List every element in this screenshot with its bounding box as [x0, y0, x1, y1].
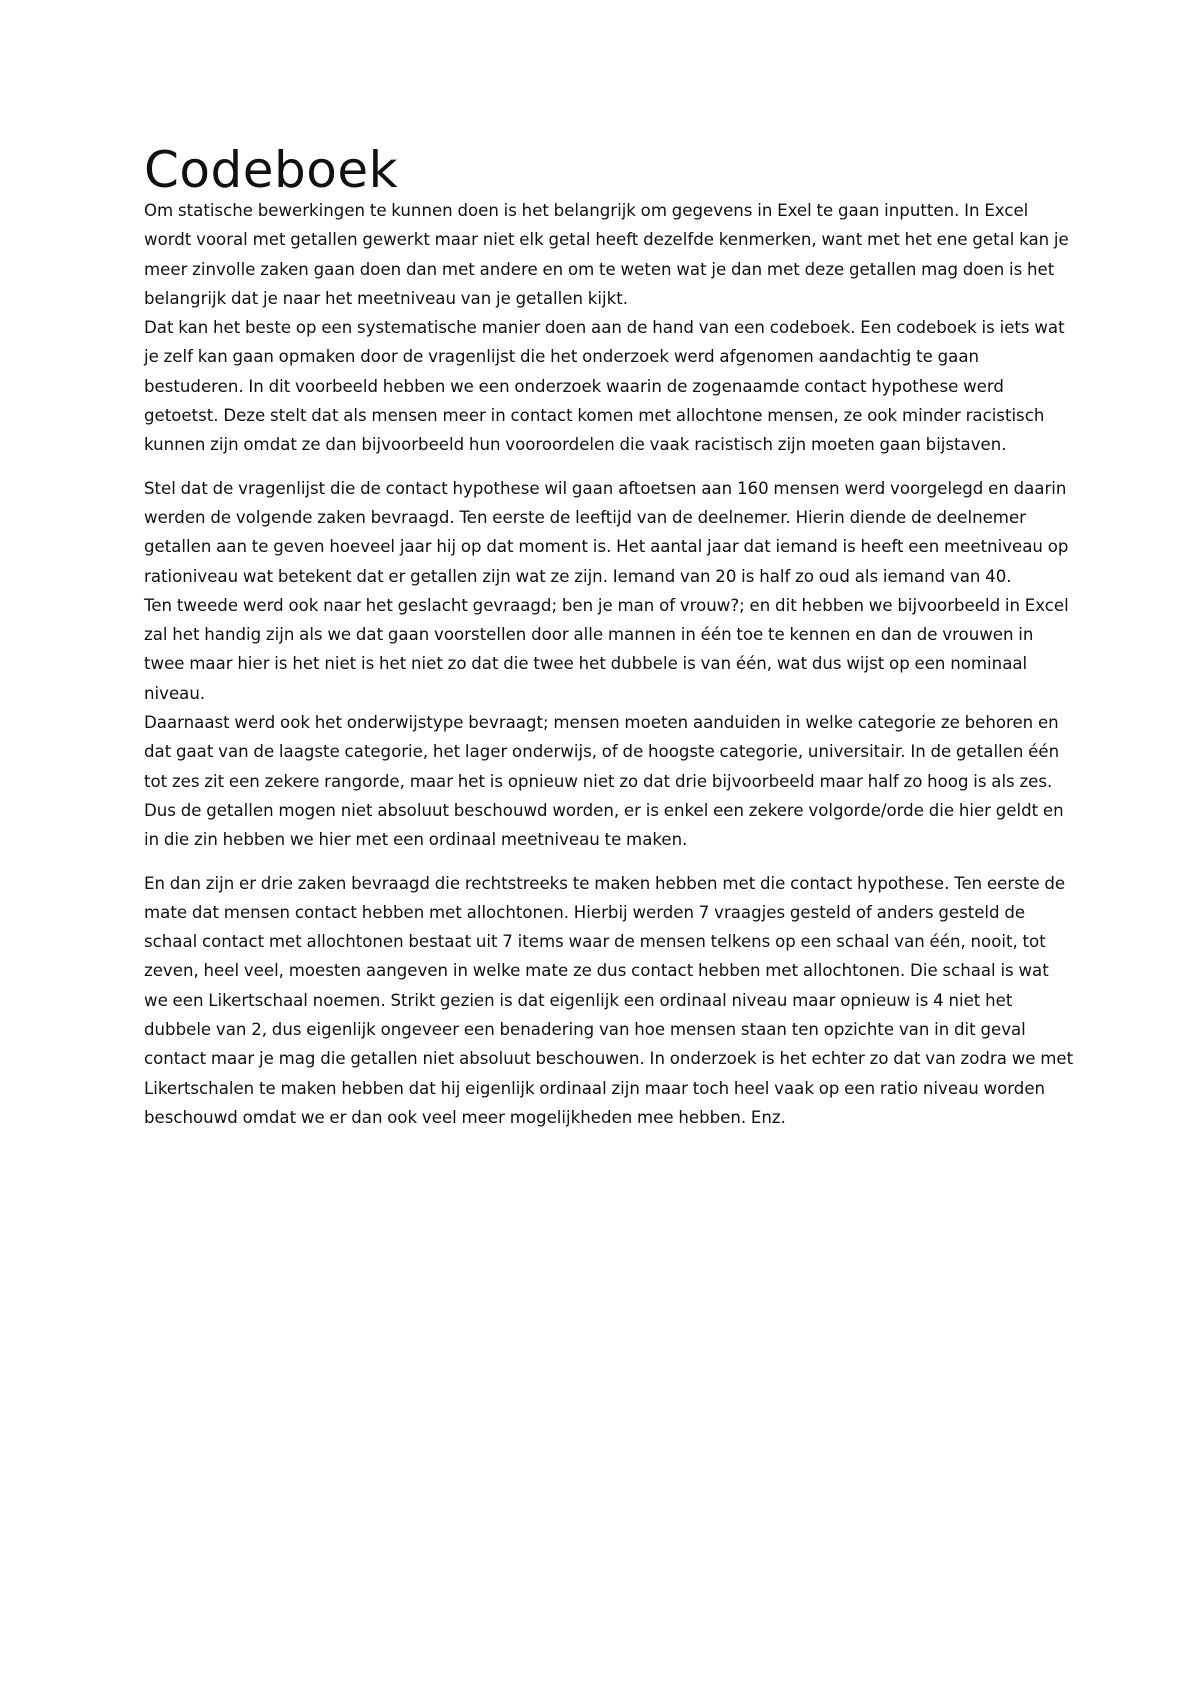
- paragraph-codeboek: Dat kan het beste op een systematische manier doen aan de hand van een codeboek. Een codeboek is iets wat je zelf kan gaan opmaken door de vragenlijst die het onderzoek werd afgenomen aandachtig te gaan bestuderen. In dit voorbeeld hebben we een onderzoek waarin de zogenaamde contact hypothese werd getoetst. Deze stelt dat als mensen meer in contact komen met allochtone mensen, ze ook minder racistisch kunnen zijn omdat ze dan bijvoorbeeld hun vooroordelen die vaak racistisch zijn moeten gaan bijstaven.: [144, 318, 1065, 455]
- paragraph-contact: En dan zijn er drie zaken bevraagd die rechtstreeks te maken hebben met die contact hypothese. Ten eerste de mate dat mensen contact hebben met allochtonen. Hierbij werden 7 vraagjes gesteld of anders gesteld de schaal contact met allochtonen bestaat uit 7 items waar de mensen telkens op een schaal van één, nooit, tot zeven, heel veel, moesten aangeven in welke mate ze dus contact hebben met allochtonen. Die schaal is wat we een Likertschaal noemen. Strikt gezien is dat eigenlijk een ordinaal niveau maar opnieuw is 4 niet het dubbele van 2, dus eigenlijk ongeveer een benadering van hoe mensen staan ten opzichte van in dit geval contact maar je mag die getallen niet absoluut beschouwen. In onderzoek is het echter zo dat van zodra we met Likertschalen te maken hebben dat hij eigenlijk ordinaal zijn maar toch heel vaak op een ratio niveau worden beschouwd omdat we er dan ook veel meer mogelijkheden mee hebben. Enz.: [144, 873, 1074, 1127]
- paragraph-geslacht: Ten tweede werd ook naar het geslacht gevraagd; ben je man of vrouw?; en dit hebben we bijvoorbeeld in Excel zal het handig zijn als we dat gaan voorstellen door alle mannen in één toe te kennen en dan de vrouwen in twee maar hier is het niet is het niet zo dat die twee het dubbele is van één, wat dus wijst op een nominaal niveau.: [144, 595, 1069, 703]
- paragraph-leeftijd: Stel dat de vragenlijst die de contact hypothese wil gaan aftoetsen aan 160 mensen werd voorgelegd en daarin werden de volgende zaken bevraagd. Ten eerste de leeftijd van de deelnemer. Hierin diende de deelnemer getallen aan te geven hoeveel jaar hij op dat moment is. Het aantal jaar dat iemand is heeft een meetniveau op rationiveau wat betekent dat er getallen zijn wat ze zijn. Iemand van 20 is half zo oud als iemand van 40.: [144, 478, 1069, 586]
- paragraph-intro: Om statische bewerkingen te kunnen doen is het belangrijk om gegevens in Exel te gaan inputten. In Excel wordt vooral met getallen gewerkt maar niet elk getal heeft dezelfde kenmerken, want met het ene getal kan je meer zinvolle zaken gaan doen dan met andere en om te weten wat je dan met deze getallen mag doen is het belangrijk dat je naar het meetniveau van je getallen kijkt.: [144, 201, 1069, 308]
- paragraph-onderwijstype: Daarnaast werd ook het onderwijstype bevraagt; mensen moeten aanduiden in welke categorie ze behoren en dat gaat van de laagste categorie, het lager onderwijs, of de hoogste categorie, universitair. In de getallen één tot zes zit een zekere rangorde, maar het is opnieuw niet zo dat drie bijvoorbeeld maar half zo hoog is als zes. Dus de getallen mogen niet absoluut beschouwd worden, er is enkel een zekere volgorde/orde die hier geldt en in die zin hebben we hier met een ordinaal meetniveau te maken.: [144, 713, 1064, 850]
- document-body: [144, 138, 1074, 1132]
- document-title: Codeboek: [144, 141, 399, 199]
